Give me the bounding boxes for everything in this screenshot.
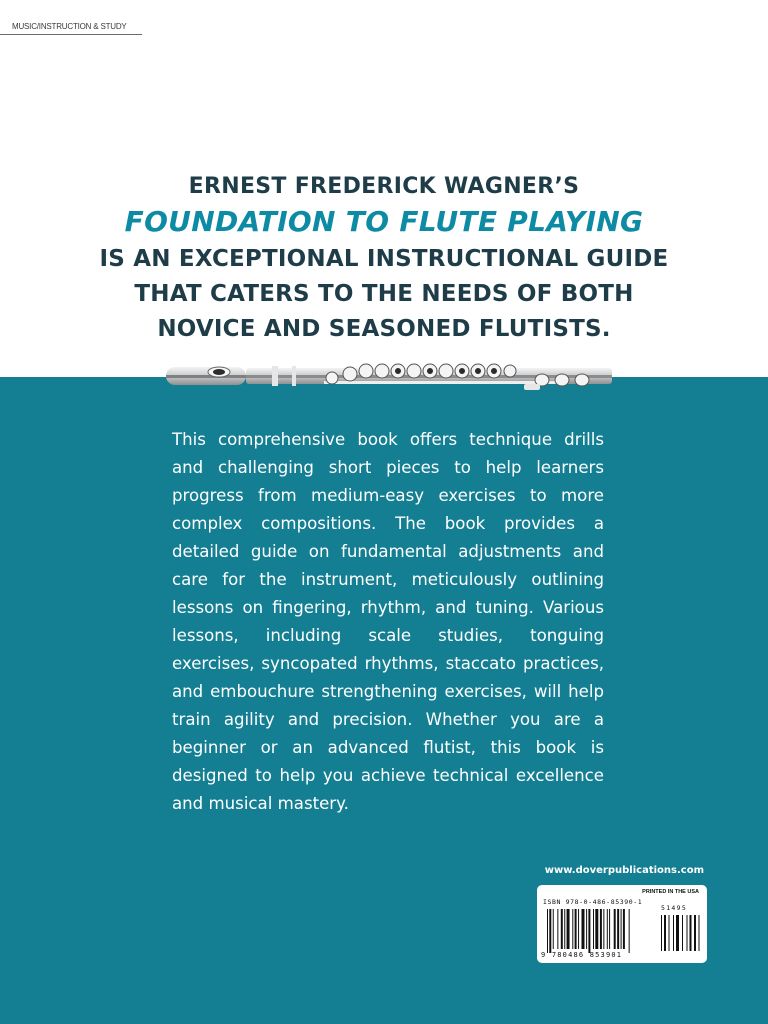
barcode-bar <box>547 909 548 953</box>
barcode-panel <box>537 885 707 963</box>
barcode-addon-bar <box>690 915 692 951</box>
flute-icon <box>164 356 614 400</box>
barcode-addon-bar <box>676 915 679 951</box>
barcode-bar <box>588 909 590 953</box>
barcode-bar <box>557 909 558 949</box>
barcode-bar <box>621 909 622 949</box>
barcode-bar <box>603 909 604 949</box>
barcode-addon-bar <box>687 915 688 951</box>
barcode-bar <box>553 909 554 949</box>
barcode-addon-bar <box>673 915 674 951</box>
barcode-bar <box>586 909 587 949</box>
barcode-bar <box>629 909 630 953</box>
barcode-bar <box>595 909 598 949</box>
book-title: FOUNDATION TO FLUTE PLAYING <box>124 205 644 238</box>
barcode-addon-bar <box>699 915 700 951</box>
barcode-bar <box>578 909 579 949</box>
headline-line-3: IS AN EXCEPTIONAL INSTRUCTIONAL GUIDE <box>99 246 669 272</box>
barcode-bar <box>582 909 585 949</box>
barcode-digits: 9 780486 853901 <box>541 951 623 959</box>
barcode-bar <box>567 909 570 949</box>
category-label: MUSIC/INSTRUCTION & STUDY <box>0 22 142 35</box>
headline-line-4: THAT CATERS TO THE NEEDS OF BOTH <box>134 281 634 307</box>
author-line: ERNEST FREDERICK WAGNER’S <box>188 174 580 199</box>
barcode-addon-bar <box>661 915 662 951</box>
barcode-bar <box>614 909 616 949</box>
barcode-bar <box>575 909 577 949</box>
barcode-addon-bar <box>669 915 670 951</box>
barcode-bar <box>549 909 551 953</box>
barcode-bar <box>564 909 565 949</box>
barcode-bar <box>609 909 610 949</box>
barcode-bar <box>617 909 619 949</box>
barcode-bar <box>593 909 594 949</box>
barcode-addon-bar <box>682 915 683 951</box>
barcode-addon-digits: 51495 <box>661 904 688 912</box>
printed-in-usa: PRINTED IN THE USA <box>642 889 699 895</box>
barcode-bar <box>561 909 563 949</box>
barcode-bar <box>572 909 573 949</box>
barcode-bar <box>600 909 602 949</box>
barcode-addon-bar <box>694 915 696 951</box>
publisher-website[interactable]: www.doverpublications.com <box>544 865 704 876</box>
barcode-addon-bar <box>664 915 666 951</box>
barcode-bar <box>607 909 608 949</box>
barcode-icon <box>543 907 703 955</box>
book-description: This comprehensive book offers technique drills and challenging short pieces to help learners progress from medium-easy exercises to more complex compositions. The book provides a detailed guide on fundamental adjustments and care for the instrument, meticulously outlining lessons on fingering, rhythm, and tuning. Various lessons, including scale studies, tonguing exercises, syncopated rhythms, staccato practices, and embouchure strengthening exercises, will help train agility and precision. Whether you are a beginner or an advanced flutist, this book is designed to help you achieve technical excellence and musical mastery. <box>172 430 604 813</box>
barcode-bar <box>623 909 625 949</box>
headline <box>0 172 768 347</box>
isbn-number: ISBN 978-0-486-85390-1 <box>543 898 643 906</box>
headline-line-5: NOVICE AND SEASONED FLUTISTS. <box>157 316 611 342</box>
